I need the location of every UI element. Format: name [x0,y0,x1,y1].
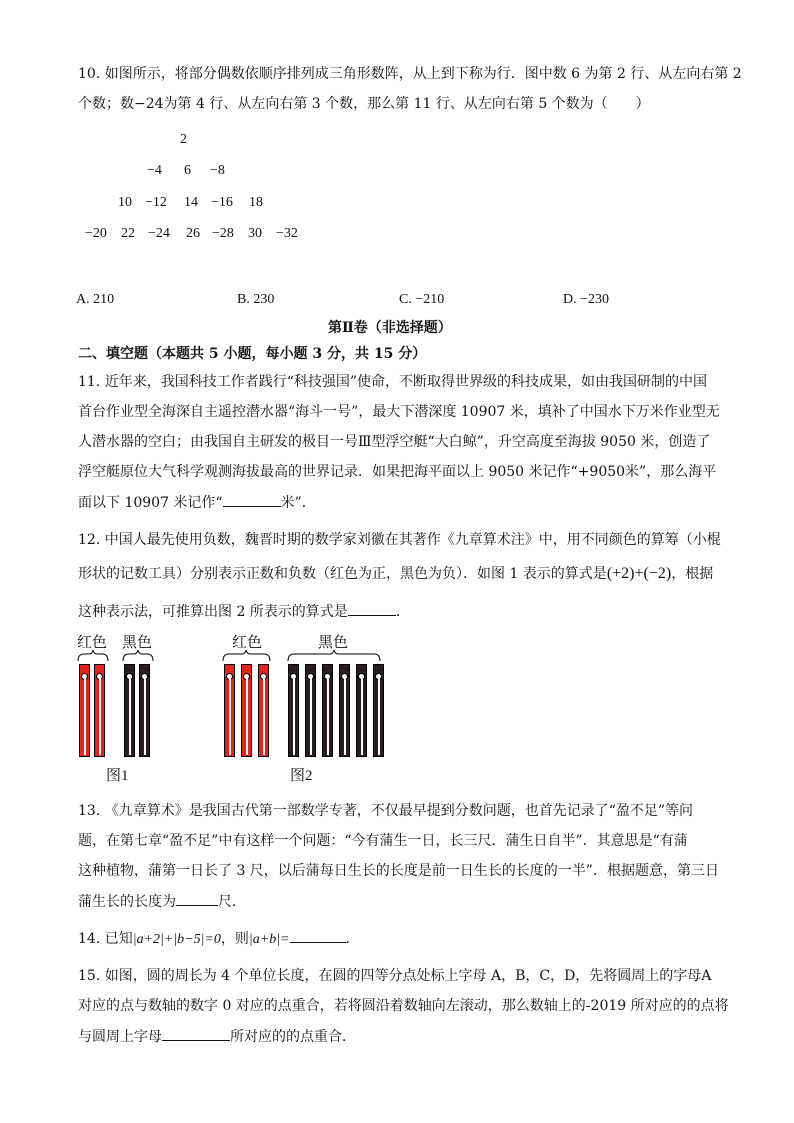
answer-blank[interactable] [162,1026,230,1041]
triangle-number: 18 [249,195,263,210]
triangle-number: 26 [186,226,200,241]
black-rod [339,664,350,757]
q12-line3 [78,601,410,622]
rod-stripe [246,675,248,755]
q13-line: 题，在第七章“盈不足”中有这样一个问题：“今有蒲生一日，长三尺．蒲生日自半”．其意思是“有蒲 [78,833,688,849]
triangle-number: −4 [147,163,162,178]
triangle-number: −32 [276,226,298,241]
red-rod [94,664,105,757]
triangle-number: 10 [118,195,132,210]
q11-line: 人潜水器的空白；由我国自主研发的极目一号Ⅲ型浮空艇“大白鲸”，升空高度至海拔 9050 米，创造了 [78,434,711,450]
q10-line1: 10. 如图所示，将部分偶数依顺序排列成三角形数阵，从上到下称为行．图中数 6 为第 2 行、从左向右第 2 [78,66,742,82]
rod-stripe [229,675,231,755]
q14-text-mid: ，则 [220,931,249,947]
rod-stripe [344,675,346,755]
q12-expression: (+2)+(−2) [606,565,672,582]
q13-text-post: 尺． [218,894,246,910]
q15-line3 [78,1026,356,1047]
answer-blank[interactable] [348,601,396,616]
red-rod [79,664,90,757]
rod-stripe [129,675,131,755]
rod-stripe [293,675,295,755]
q12-line2-text: 形状的记数工具）分别表示正数和负数（红色为正，黑色为负）．如图 1 表示的算式是 [78,566,607,582]
triangle-number: −28 [212,226,234,241]
q13-text-pre: 蒲生长的长度为 [78,894,176,910]
q11-last-line [78,492,316,513]
rod-stripe [327,675,329,755]
option-a: A. 210 [76,292,115,307]
option-b: B. 230 [237,292,275,307]
q10-line2: 个数；数−24为第 4 行、从左向右第 3 个数，那么第 11 行、从左向右第 5 个数为（ ） [78,96,650,112]
q11-line: 11. 近年来，我国科技工作者践行“科技强国”使命，不断取得世界级的科技成果，如由我国研制的中国 [78,374,708,390]
section-title: 第Ⅱ卷（非选择题） [328,320,452,336]
q15-text-post: 所对应的的点重合． [230,1029,356,1045]
q14-target: |a+b|= [248,932,290,947]
black-rod [305,664,316,757]
answer-blank[interactable] [176,891,218,906]
rod-stripe [378,675,380,755]
q14-line [78,928,360,950]
black-rod [124,664,135,757]
triangle-number: −24 [148,226,170,241]
q15-line2: 对应的点与数轴的数字 0 对应的点重合，若将圆沿着数轴向左滚动，那么数轴上的-2019 所对应的的点将 [78,998,729,1014]
fig1-caption: 图1 [106,768,129,784]
red-rod [241,664,252,757]
triangle-number: 2 [180,132,187,147]
triangle-number: −8 [210,163,225,178]
q12-line3-text: 这种表示法，可推算出图 2 所表示的算式是 [78,604,348,620]
triangle-number: −12 [145,195,167,210]
fig1-red-label: 红色 [77,633,108,651]
rod-stripe [99,675,101,755]
q12-line2 [78,564,713,584]
q11-line: 浮空艇原位大气科学观测海拔最高的世界记录．如果把海平面以上 9050 米记作“+9050米”，那么海平 [78,464,717,480]
section-heading: 二、填空题（本题共 5 小题，每小题 3 分，共 15 分） [78,346,427,362]
fig1-black-label: 黑色 [122,633,153,651]
q11-text-pre: 面以下 10907 米记作“ [78,495,223,511]
fig2-caption: 图2 [290,768,313,784]
q13-last-line [78,891,246,912]
option-c: C. −210 [399,292,445,307]
red-rod [258,664,269,757]
fig2-braces [222,649,392,663]
rod-stripe [310,675,312,755]
q14-text-pre: 14. 已知 [78,931,133,947]
q12-line1: 12. 中国人最先使用负数，魏晋时期的数学家刘徽在其著作《九章算术注》中，用不同颜色的算筹（小棍 [78,532,721,548]
black-rod [356,664,367,757]
rod-stripe [361,675,363,755]
q14-condition: |a+2|+|b−5|=0 [132,932,221,947]
black-rod [322,664,333,757]
red-rod [224,664,235,757]
option-d: D. −230 [563,292,610,307]
q12-line2-post: ，根据 [671,566,714,582]
rod-stripe [263,675,265,755]
answer-blank[interactable] [223,492,281,507]
q14-text-post: ． [345,931,360,947]
q15-line1: 15. 如图，圆的周长为 4 个单位长度，在圆的四等分点处标上字母 A，B，C，D，先将圆周上的字母A [78,968,712,984]
triangle-number: 6 [184,163,191,178]
q11-text-post: 米”． [280,495,316,511]
triangle-number: 14 [184,195,198,210]
rod-stripe [144,675,146,755]
q13-line: 13. 《九章算术》是我国古代第一部数学专著，不仅最早提到分数问题，也首先记录了“盈不足”等问 [78,803,694,819]
rod-stripe [84,675,86,755]
fig2-black-label: 黑色 [318,633,349,651]
fig1-braces [76,649,166,663]
black-rod [288,664,299,757]
q12-line3-post: ． [395,604,410,620]
q13-line: 这种植物，蒲第一日长了 3 尺，以后蒲每日生长的长度是前一日生长的长度的一半”．根据题意，第三日 [78,863,719,879]
q11-line: 首台作业型全海深自主遥控潜水器“海斗一号”，最大下潜深度 10907 米，填补了中国水下万米作业型无 [78,404,720,420]
answer-blank[interactable] [290,928,346,943]
triangle-number: −16 [211,195,233,210]
q15-text-pre: 与圆周上字母 [78,1029,162,1045]
triangle-number: 30 [248,226,262,241]
triangle-number: 22 [121,226,135,241]
triangle-number: −20 [85,226,107,241]
fig2-red-label: 红色 [232,633,263,651]
black-rod [373,664,384,757]
black-rod [139,664,150,757]
